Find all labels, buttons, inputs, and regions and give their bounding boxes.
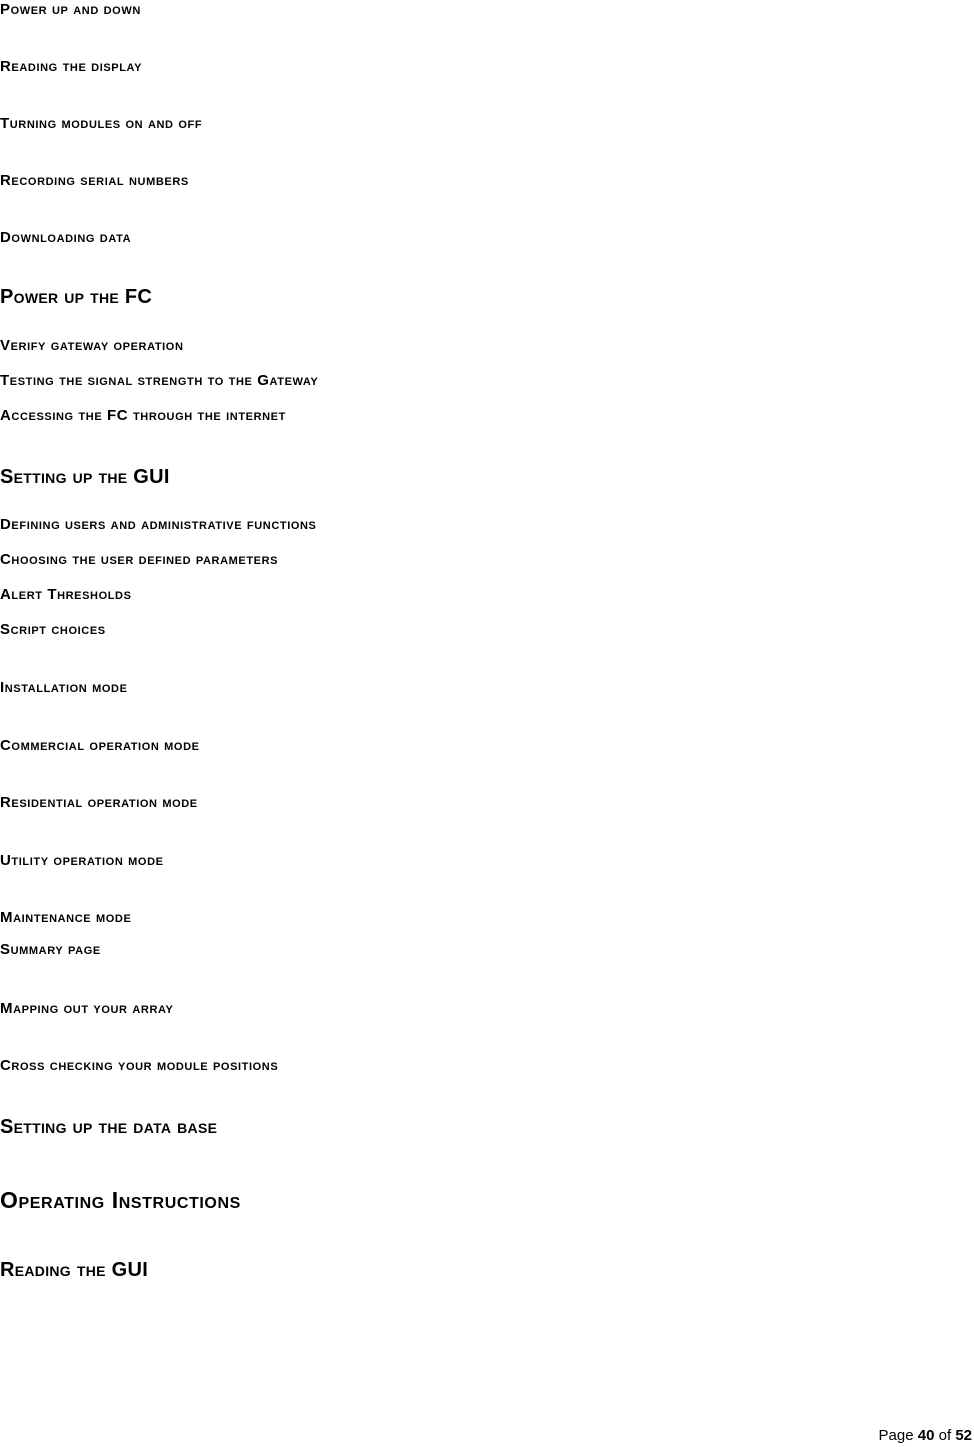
footer-of-label: of <box>938 1427 952 1444</box>
heading-installation-mode: Installation mode <box>0 679 128 696</box>
heading-power-up-and-down: Power up and down <box>0 1 141 18</box>
heading-operating-instructions: Operating Instructions <box>0 1187 241 1213</box>
heading-setting-up-the-data-base: Setting up the data base <box>0 1116 218 1138</box>
heading-commercial-operation-mode: Commercial operation mode <box>0 737 200 754</box>
heading-setting-up-the-gui: Setting up the GUI <box>0 466 170 488</box>
heading-script-choices: Script choices <box>0 621 106 638</box>
heading-choosing-user-parameters: Choosing the user defined parameters <box>0 551 279 568</box>
heading-power-up-the-fc: Power up the FC <box>0 286 153 308</box>
footer-page-label: Page <box>878 1427 914 1444</box>
footer-current-page: 40 <box>917 1427 935 1444</box>
heading-residential-operation-mode: Residential operation mode <box>0 794 198 811</box>
heading-alert-thresholds: Alert Thresholds <box>0 586 132 603</box>
heading-downloading-data: Downloading data <box>0 229 132 246</box>
heading-accessing-fc-internet: Accessing the FC through the internet <box>0 407 286 424</box>
heading-cross-checking-module-positions: Cross checking your module positions <box>0 1057 279 1074</box>
heading-utility-operation-mode: Utility operation mode <box>0 852 164 869</box>
heading-mapping-out-your-array: Mapping out your array <box>0 1000 174 1017</box>
footer-total-pages: 52 <box>955 1427 972 1444</box>
heading-maintenance-mode: Maintenance mode <box>0 909 132 926</box>
heading-reading-the-gui: Reading the GUI <box>0 1259 149 1281</box>
heading-turning-modules-on-and-off: Turning modules on and off <box>0 115 203 132</box>
heading-summary-page: Summary page <box>0 941 101 958</box>
heading-recording-serial-numbers: Recording serial numbers <box>0 172 189 189</box>
heading-testing-signal-strength: Testing the signal strength to the Gateway <box>0 372 319 389</box>
heading-reading-the-display: Reading the display <box>0 58 143 75</box>
heading-defining-users: Defining users and administrative functions <box>0 516 317 533</box>
heading-verify-gateway-operation: Verify gateway operation <box>0 337 184 354</box>
page-footer <box>879 1428 972 1443</box>
